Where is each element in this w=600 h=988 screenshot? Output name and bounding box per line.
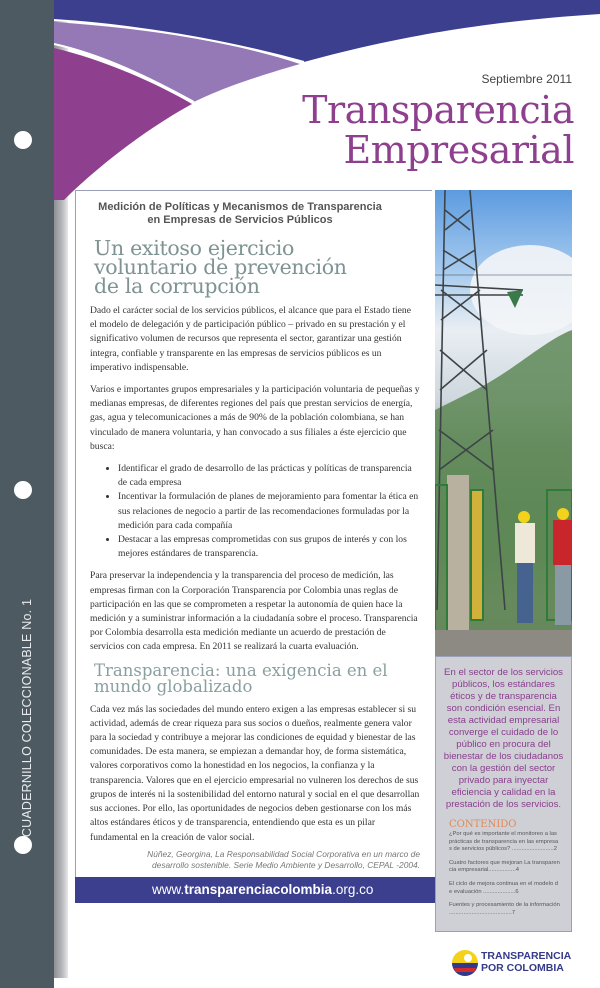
toc-item-page: 2 (553, 846, 557, 853)
paragraph: Para preservar la independencia y la transparencia del proceso de medición, las empresas firman con la Corporación Transparencia por Colombia unas reglas de participación en las que se comprometen a respetar la autonomía de quien hace la medición y a suministrar información a la ciudadanía sobre el proceso. Transparencia por Colombia desarrolla esta medición mediante un acuerdo de prestación de servicios con cada empresa. En 2011 se realizará la cuarta evaluación. (90, 570, 418, 653)
section-heading (94, 660, 420, 696)
toc-item-page: 7 (511, 909, 516, 916)
sidebar-box (435, 656, 572, 932)
title-line: Transparencia (302, 88, 574, 132)
toc-item-page: 4 (515, 867, 519, 874)
publication-title (302, 90, 574, 170)
url-prefix: www. (152, 881, 185, 897)
paragraph: Dado el carácter social de los servicios públicos, el alcance que para el Estado tiene el modelo de delegación y de participación público – privado en su prestación y el significativo volumen de recursos que representa el sector, garantizar una gestión integra, confiable y transparente en las empresas de servicios públicos es un imperativo indispensable. (90, 305, 411, 373)
heading-line: Transparencia: una exigencia en el (94, 660, 388, 680)
citation (90, 849, 420, 871)
table-of-contents (449, 831, 561, 917)
toc-item-text: ¿Por qué es importante el monitoreo a las prácticas de transparencia en las empresas de servicios públicos? .......................... (449, 831, 559, 853)
bullet-item: • Incentivar la formulación de planes de mejoramiento para fomentar la ética en sus relaciones de negocio a partir de las recomendaciones formuladas por la medición para cada compañía (118, 490, 420, 533)
toc-title: CONTENIDO (449, 819, 517, 830)
binder-label: CUADERNILLO COLECCIONABLE No. 1 (20, 598, 34, 838)
toc-item-text: El ciclo de mejora continua en el modelo de evaluación .................... (449, 880, 558, 895)
logo-emblem-icon (450, 948, 480, 978)
toc-item[interactable] (449, 881, 561, 896)
binder-hole (14, 481, 32, 499)
toc-item-text: Cuatro factores que mejoran La transparencia empresarial................. (449, 859, 560, 874)
citation-line: desarrollo sostenible. Serie Medio Ambiente y Desarrollo, CEPAL -2004. (152, 859, 420, 870)
toc-item[interactable] (449, 902, 561, 917)
logo-text (481, 950, 571, 974)
binder-hole (14, 836, 32, 854)
main-article (75, 190, 432, 877)
heading-line: de la corrupción (94, 274, 260, 298)
heading-line: Un exitoso ejercicio (94, 236, 295, 260)
heading-line: mundo globalizado (94, 676, 253, 696)
logo-line: POR COLOMBIA (481, 962, 564, 974)
pull-quote: En el sector de los servicios públicos, los estándares éticos y de transparencia son condición esencial. En esta actividad empresarial converge el cuidado de lo público en procura del bienestar de los ciudadanos con la gestión del sector privado para inyectar eficiencia y calidad en la prestación de los servicios. (443, 667, 564, 810)
toc-item-page: 6 (515, 888, 519, 895)
subtitle-line: Medición de Políticas y Mecanismos de Transparencia (98, 201, 382, 213)
power-tower-photo (435, 190, 572, 656)
transparencia-por-colombia-logo (450, 948, 570, 982)
bullet-item: • Identificar el grado de desarrollo de las prácticas y políticas de transparencia de cada empresa (118, 462, 420, 490)
url-tld: .org.co (332, 881, 374, 897)
paragraph: Varios e importantes grupos empresariales y la participación voluntaria de pequeñas y medianas empresas, de diferentes regiones del país que prestan servicios de energía, gas, agua y telecomunicaciones a más de 90% de la población colombiana, se han vinculado de manera voluntaria, y han convocado a sus filiales a éste ejercicio que busca: (90, 384, 420, 452)
article-subtitle (90, 201, 390, 227)
title-line: Empresarial (343, 128, 574, 172)
bullet-item: • Destacar a las empresas comprometidas con sus grupos de interés y con los mejores estándares de transparencia. (118, 533, 420, 561)
toc-item[interactable] (449, 831, 561, 854)
paragraph: Cada vez más las sociedades del mundo entero exigen a las empresas establecer si su actividad, además de crear riqueza para sus socios o dueños, realmente genera valor para la sociedad y contribuye a mejorar las condiciones de equidad y bienestar de las comunidades. De esta manera, se empiezan a demandar hoy, de forma sistemática, valores corporativos como la honestidad en los negocios, la confianza y la transparencia. Valores que en el ejercicio empresarial no vulneren los derechos de sus grupos de interés ni la sostenibilidad del entorno natural y social en el que desarrollan sus acciones. Por ello, las oportunidades de negocios deben gestionarse con los más altos estándares éticos y de transparencia, entendiendo que esta es un pilar fundamental en la creación de valor social. (90, 703, 420, 843)
subtitle-line: en Empresas de Servicios Públicos (147, 214, 333, 226)
binder-hole (14, 131, 32, 149)
article-heading (94, 236, 420, 298)
website-link[interactable] (75, 877, 435, 903)
toc-item[interactable] (449, 860, 561, 875)
bullet-list (90, 462, 420, 561)
issue-date: Septiembre 2011 (481, 72, 572, 86)
main-column (75, 190, 435, 903)
heading-line: voluntario de prevención (94, 255, 347, 279)
url-domain: transparenciacolombia (184, 881, 333, 897)
logo-line: TRANSPARENCIA (481, 950, 572, 962)
toc-item-text: Fuentes y procesamiento de la información ....................................... (449, 902, 560, 916)
citation-line: Núñez, Georgina, La Responsabilidad Social Corporativa en un marco de (147, 848, 420, 859)
